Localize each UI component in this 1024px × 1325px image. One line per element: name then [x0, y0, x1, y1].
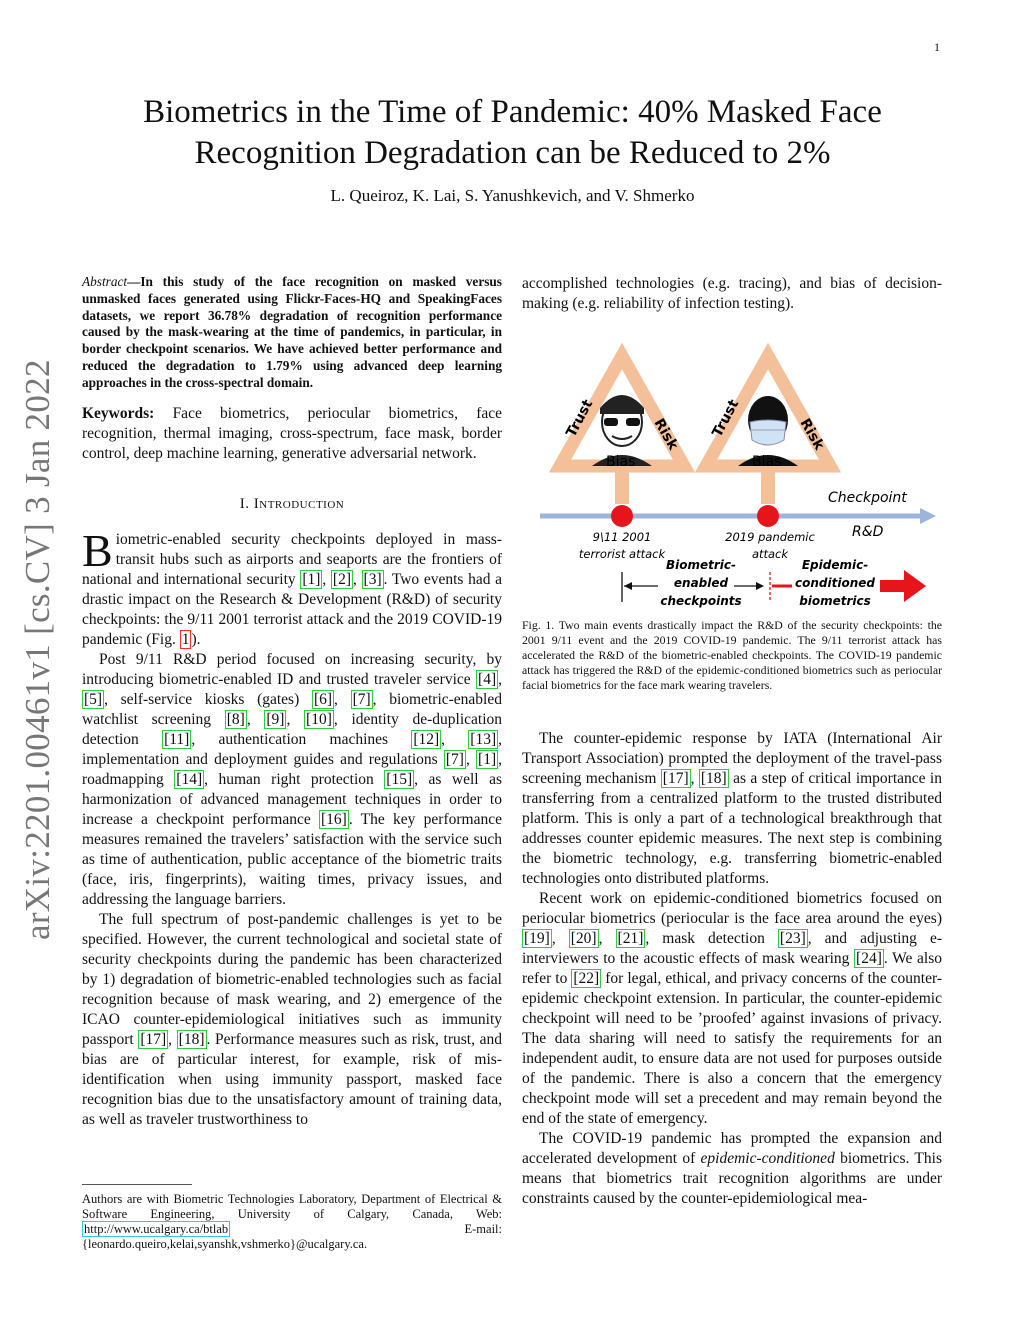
- right-paragraph-2: Recent work on epidemic-conditioned biometrics focused on periocular biometrics (periocular is the face area around the eyes) [19] , [20] , [21] , mask detection [23] , and adjusting e-interviewers to the acoustic effects of mask wearing [24] . We also refer to [22] for legal, ethical, and privacy concerns of the counter-epidemic checkpoint extension. In particular, the counter-epidemic checkpoint will need to be ’proofed’ against invasions of privacy. The data sharing will need to satisfy the requirements for an independent audit, to ensure data are not used for purposes outside of the pandemic. There is also a concern that the emergency checkpoint mode will set a precedent and may remain beyond the end of the state of emergency.: [522, 890, 943, 1127]
- section-heading-introduction: I. Introduction: [239, 495, 345, 512]
- citation-link[interactable]: [19]: [524, 930, 550, 947]
- text-span: The COVID-19 pandemic has prompted the expansion and accelerated development of: [522, 1130, 942, 1167]
- bracket-left-arrowhead: [624, 582, 632, 590]
- citation-link[interactable]: [11]: [164, 730, 190, 748]
- citation-link[interactable]: [2]: [332, 570, 351, 588]
- event-dot-2019: [757, 505, 779, 527]
- trust-label-right: Trust: [709, 397, 743, 440]
- risk-label-right: Risk: [796, 416, 828, 453]
- citation-link[interactable]: [9]: [266, 710, 285, 728]
- text-span: . The key performance measures remained the travelers’ satisfaction with the service such as time of authentication, public acceptance of the biometric traits (face, iris, fingerprints), waiting times, privacy issues, and addressing the language barriers.: [82, 810, 502, 908]
- citation-link[interactable]: [1]: [478, 750, 497, 768]
- drop-cap: B: [82, 524, 113, 576]
- footnote-rule: [82, 1184, 192, 1185]
- abstract: [82, 274, 502, 392]
- citation-link[interactable]: [4]: [478, 670, 497, 688]
- checkpoint-label: Checkpoint: [828, 490, 907, 506]
- text-span: The counter-epidemic response by IATA (International Air Transport Association) prompted the deployment of the travel-pass screening mechanism: [522, 730, 942, 787]
- right-paragraph-3: [522, 1129, 942, 1209]
- citation-link[interactable]: [24]: [856, 950, 882, 967]
- text-span: iometric-enabled security checkpoints deployed in mass-transit hubs such as airports and seaports are the frontiers of national and international security: [82, 530, 502, 588]
- box-2-line-1: Epidemic-: [801, 558, 869, 572]
- citation-link[interactable]: [12]: [413, 730, 440, 748]
- right-top-paragraph: accomplished technologies (e.g. tracing), and bias of decision-making (e.g. reliability of infection testing).: [522, 275, 942, 312]
- text-span: , authentication machines: [191, 730, 412, 748]
- bias-label-left: Bias: [606, 454, 636, 470]
- bias-label-right: Bias: [752, 454, 782, 470]
- text-span: for legal, ethical, and privacy concerns of the counter-epidemic checkpoint extension. In particular, the counter-epidemic checkpoint will need to be ’proofed’ against invasions of privacy. The data sharing will need to satisfy the requirements for an independent audit, to ensure data are not used for purposes outside of the pandemic. There is also a concern that the emergency checkpoint mode will set a precedent and may remain beyond the end of the state of emergency.: [522, 970, 942, 1127]
- text-span: The full spectrum of post-pandemic challenges is yet to be specified. However, the current technological and societal state of security checkpoints during the pandemic has been characterized by 1) degradation of biometric-enabled technologies such as facial recognition because of mask wearing, and 2) emergence of the ICAO counter-epidemiological initiatives such as immunity passport: [82, 910, 502, 1048]
- text-span: , self-service kiosks (gates): [104, 690, 312, 708]
- citation-link[interactable]: [3]: [363, 570, 382, 588]
- citation-link[interactable]: [21]: [617, 930, 644, 947]
- arxiv-stamp: arXiv:2201.00461v1 [cs.CV] 3 Jan 2022: [18, 359, 57, 940]
- bracket-right-arrowhead: [756, 582, 764, 590]
- caption-label: Fig. 1.: [522, 618, 555, 632]
- footnote: [82, 1192, 502, 1252]
- event-2-line-2: attack: [751, 547, 789, 561]
- text-span: , biometric-enabled watchlist screening: [82, 690, 502, 728]
- page-number: 1: [934, 40, 940, 54]
- emphasis: epidemic-conditioned: [700, 1150, 835, 1167]
- citation-link[interactable]: [8]: [226, 710, 245, 728]
- citation-link[interactable]: [15]: [386, 770, 413, 788]
- figure-1-caption: [522, 618, 942, 693]
- citation-link[interactable]: [1]: [302, 570, 321, 588]
- timeline-arrowhead: [920, 508, 936, 524]
- box-1-line-3: checkpoints: [660, 594, 742, 608]
- citation-link[interactable]: [17]: [140, 1030, 167, 1048]
- left-column: [82, 274, 502, 1130]
- event-1-line-2: terrorist attack: [578, 547, 666, 561]
- abstract-text: —In this study of the face recognition on masked versus unmasked faces generated using Flickr-Faces-HQ and SpeakingFaces datasets, we report 36.78% degradation of recognition performance caused by the mask-wearing at the time of pandemics, in particular, in border checkpoint scenarios. We have achieved better performance and reduced the degradation to 1.79% using advanced deep learning approaches in the cross-spectral domain.: [82, 274, 502, 390]
- text-span: , roadmapping: [82, 750, 502, 788]
- text-span: Authors are with Biometric Technologies Laboratory, Department of Electrical & Software Engineering, University of Calgary, Canada, Web:: [82, 1192, 502, 1221]
- event-1-line-1: 9\11 2001: [592, 530, 652, 544]
- right-paragraph-1: The counter-epidemic response by IATA (International Air Transport Association) prompted the deployment of the travel-pass screening mechanism [17] , [18] as a step of critical importance in transferring from a centralized platform to the trusted distributed platform. This is only a part of a technological breakthrough that addresses counter epidemic measures. The next step is combining the biometric technology, e.g. transferring biometric-enabled technologies onto distributed platforms.: [522, 730, 942, 887]
- box-1-line-1: Biometric-: [665, 558, 737, 572]
- red-forward-arrow: [880, 570, 926, 602]
- citation-link[interactable]: [18]: [178, 1030, 205, 1048]
- text-span: , mask detection: [645, 930, 778, 947]
- text-span: E-mail: {leonardo.queiro,kelai,syanshk,vshmerko}@ucalgary.ca.: [82, 1222, 502, 1251]
- citation-link[interactable]: [6]: [313, 690, 333, 708]
- text-span: , and adjusting e-interviewers to the acoustic effects of mask wearing: [522, 930, 943, 967]
- text-span: , identity de-duplication detection: [82, 710, 503, 748]
- event-2-line-1: 2019 pandemic: [725, 530, 815, 544]
- keywords-label: Keywords:: [82, 404, 155, 422]
- paper-title: [90, 92, 935, 174]
- citation-link[interactable]: [20]: [570, 930, 597, 947]
- text-span: Post 9/11 R&D period focused on increasing security, by introducing biometric-enabled ID and trusted traveler service: [82, 650, 502, 688]
- abstract-label: Abstract: [82, 274, 128, 289]
- citation-link[interactable]: [16]: [321, 810, 347, 828]
- rd-label: R&D: [852, 524, 884, 540]
- lab-url-link[interactable]: http://www.ucalgary.ca/btlab: [84, 1222, 229, 1236]
- citation-link[interactable]: [7]: [445, 750, 464, 768]
- box-2-line-3: biometrics: [799, 594, 871, 608]
- box-2-line-2: conditioned: [795, 576, 875, 590]
- text-span: . Two events had a drastic impact on the Research & Development (R&D) of security checkpoints: the 9/11 2001 terrorist attack and the 2019 COVID-19 pandemic (Fig.: [82, 570, 502, 648]
- title-line-1: Biometrics in the Time of Pandemic: 40% Masked Face: [143, 94, 882, 130]
- caption-text: Two main events drastically impact the R&D of the security checkpoints: the 2001 9/11 event and the 2019 COVID-19 pandemic. The 9/11 terrorist attack has accelerated the R&D of the biometric-enabled checkpoints. The COVID-19 pandemic attack has triggered the R&D of the epidemic-conditioned biometrics such as periocular facial biometrics for the face mark wearing travelers.: [522, 618, 942, 692]
- text-span: Recent work on epidemic-conditioned biometrics focused on periocular biometrics (periocular is the face area around the eyes): [522, 890, 942, 927]
- intro-paragraph-3: The full spectrum of post-pandemic challenges is yet to be specified. However, the current technological and societal state of security checkpoints during the pandemic has been characterized by 1) degradation of biometric-enabled technologies such as facial recognition because of mask wearing, and 2) emergence of the ICAO counter-epidemiological initiatives such as immunity passport [17] , [18] . Performance measures such as risk, trust, and bias are of particular interest, for example, risk of mis-identification when using immunity passport, masked face recognition bias due to the unsatisfactory amount of training data, as well as traveler trustworthiness to: [82, 910, 502, 1128]
- text-span: biometrics. This means that biometrics trait recognition algorithms are under constraints caused by the counter-epidemiological mea-: [522, 1150, 942, 1207]
- text-span: as a step of critical importance in transferring from a centralized platform to the trusted distributed platform. This is only a part of a technological breakthrough that addresses counter epidemic measures. The next step is combining the biometric technology, e.g. transferring biometric-enabled technologies onto distributed platforms.: [522, 770, 942, 887]
- keywords: [82, 404, 502, 464]
- citation-link[interactable]: [22]: [573, 970, 600, 987]
- text-span: , as well as harmonization of advanced management techniques in order to increase a checkpoint performance: [82, 770, 502, 828]
- box-1-line-2: enabled: [673, 576, 729, 590]
- event-dot-2001: [611, 505, 633, 527]
- citation-link[interactable]: [7]: [352, 690, 371, 708]
- intro-paragraph-1: Biometric-enabled security checkpoints deployed in mass-transit hubs such as airports and seaports are the frontiers of national and international security [1] , [2] , [3] . Two events had a drastic impact on the Research & Development (R&D) of security checkpoints: the 9/11 2001 terrorist attack and the 2019 COVID-19 pandemic (Fig. 1 ).: [82, 524, 502, 648]
- citation-link[interactable]: [14]: [176, 770, 203, 788]
- text-span: . Performance measures such as risk, trust, and bias are of particular interest, for example, risk of mis-identification when using immunity passport, masked face recognition bias due to the unsatisfactory amount of training data, as well as traveler trustworthiness to: [82, 1030, 502, 1128]
- figure-link[interactable]: 1: [181, 630, 190, 648]
- text-span: . We also refer to: [522, 950, 942, 987]
- title-line-2: Recognition Degradation can be Reduced to 2%: [194, 135, 831, 171]
- intro-paragraph-2: Post 9/11 R&D period focused on increasing security, by introducing biometric-enabled ID and trusted traveler service [4] , [5] , self-service kiosks (gates) [6] , [7] , biometric-enabled watchlist screening [8] , [9] , [10] , identity de-duplication detection [11] , authentication machines [12] , [13] , implementation and deployment guides and regulations [7] , [1] , roadmapping [14] , human right protection [15] , as well as harmonization of advanced management techniques in order to increase a checkpoint performance [16] . The key performance measures remained the travelers’ satisfaction with the service such as time of authentication, public acceptance of the biometric traits (face, iris, fingerprints), waiting times, privacy issues, and addressing the language barriers.: [82, 650, 503, 908]
- author-list: L. Queiroz, K. Lai, S. Yanushkevich, and V. Shmerko: [330, 186, 695, 205]
- text-span: , human right protection: [204, 770, 385, 788]
- figure-1: [522, 338, 942, 693]
- citation-link[interactable]: [5]: [84, 690, 103, 708]
- citation-link[interactable]: [13]: [470, 730, 497, 748]
- text-span: ).: [191, 630, 201, 648]
- trust-label-left: Trust: [563, 397, 597, 440]
- figure-1-diagram: [522, 338, 942, 608]
- citation-link[interactable]: [18]: [700, 770, 727, 787]
- citation-link[interactable]: [17]: [662, 770, 689, 787]
- risk-label-left: Risk: [650, 416, 682, 453]
- right-column: [522, 274, 942, 1209]
- citation-link[interactable]: [23]: [779, 930, 806, 947]
- keywords-text: Face biometrics, periocular biometrics, face recognition, thermal imaging, cross-spectrum, face mask, border control, deep machine learning, generative adversarial network.: [82, 404, 502, 462]
- text-span: , implementation and deployment guides and regulations: [82, 730, 502, 768]
- citation-link[interactable]: [10]: [306, 710, 332, 728]
